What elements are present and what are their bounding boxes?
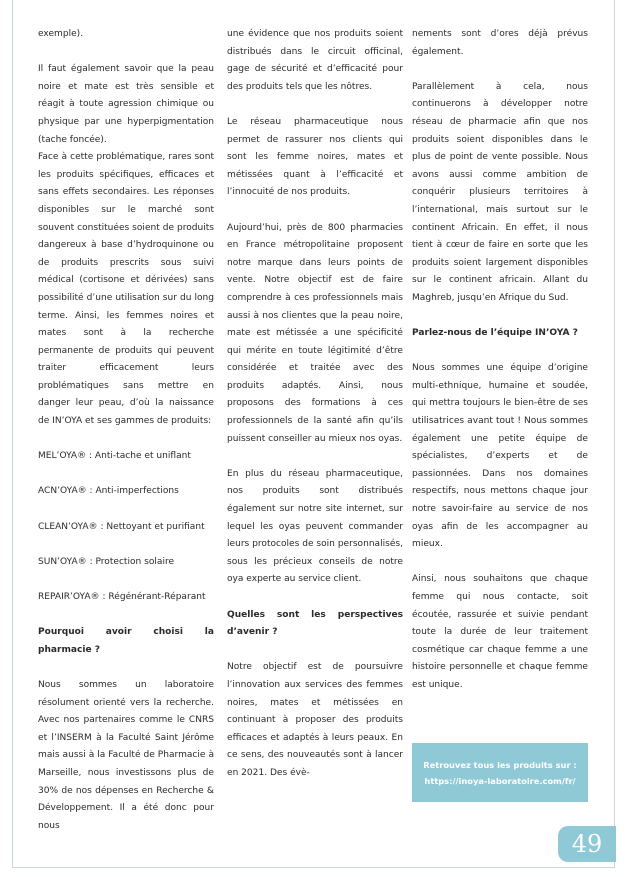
column-2 (227, 26, 403, 783)
paragraph: Face à cette problématique, rares sont les produits spécifiques, efficaces et sans effets secondaires. Les réponses disponibles sur le marché sont souvent constituées soient de produits dangereux à base d’hydroquinone ou de produits prescrits sous suivi médical (cortisone et dérivées) sans possibilité d’une utilisation sur du long terme. Ainsi, les femmes noires et mates sont à la recherche permanente de produits qui peuvent traiter efficacement leurs problématiques sans mettre en danger leur peau, d’où la naissance de IN’OYA et ses gammes de produits: (38, 152, 214, 427)
paragraph: En plus du réseau pharmaceutique, nos produits sont distribués également sur notre site internet, sur lequel les oyas peuvent commander leurs protocoles de soin personnalisés, sous les précieux conseils de notre oya experte au service client. (227, 468, 403, 585)
product-item: SUN’OYA® : Protection solaire (38, 556, 175, 567)
question-heading: Pourquoi avoir choisi la pharmacie ? (38, 627, 214, 655)
paragraph: Nous sommes une équipe d’origine multi-ethnique, humaine et soudée, qui mettra toujours le bien-être de ses utilisatrices avant tout ! Nous sommes également une petite équipe de spécialistes, d’experts et de passionnées. Dans nos domaines respectifs, nous mettons chaque jour notre savoir-faire au service de nos oyas afin de les accompagner au mieux. (412, 363, 588, 550)
product-item: MEL’OYA® : Anti-tache et uniflant (38, 451, 191, 462)
paragraph: nements sont d’ores déjà prévus également. (412, 29, 588, 57)
product-item: ACN’OYA® : Anti-imperfections (38, 486, 179, 497)
question-heading: Quelles sont les perspectives d’avenir ? (227, 609, 403, 638)
paragraph: exemple). (38, 29, 84, 39)
product-item: REPAIR’OYA® : Régénérant-Réparant (38, 592, 206, 602)
paragraph: une évidence que nos produits soient distribués dans le circuit officinal, gage de sécurité et d’efficacité pour des produits tels que les nôtres. (227, 29, 403, 92)
column-1 (38, 26, 214, 835)
paragraph: Notre objectif est de poursuivre l’innovation aux services des femmes noires, mates et métissées en continuant à proposer des produits efficaces et adaptés à leurs peaux. En ce sens, des nouveautés sont à lancer en 2021. Des évè- (227, 662, 403, 778)
paragraph: Il faut également savoir que la peau noire et mate est très sensible et réagit à toute agression chimique ou physique par une hyperpigmentation (tache foncée). (38, 64, 214, 145)
question-heading: Parlez-nous de l’équipe IN’OYA ? (412, 328, 578, 339)
paragraph: Parallèlement à cela, nous continuerons à développer notre réseau de pharmacie afin que nos produits soient disponibles dans le plus de point de vente possible. Nous avons aussi comme ambition de conquérir plusieurs territoires à l’international, mais surtout sur le continent Africain. En effet, il nous tient à cœur de faire en sorte que les produits soient largement disponibles sur le continent africain. Allant du Maghreb, jusqu’en Afrique du Sud. (412, 81, 588, 303)
page-number: 49 (558, 826, 616, 862)
callout-text: Retrouvez tous les produits sur : (423, 759, 577, 770)
website-link[interactable]: https://inoya-laboratoire.com/fr/ (424, 775, 576, 786)
product-item: CLEAN’OYA® : Nettoyant et purifiant (38, 521, 205, 532)
paragraph: Ainsi, nous souhaitons que chaque femme qui nous contacte, soit écoutée, rassurée et suivie pendant toute la durée de leur traitement cosmétique car chaque femme a une histoire personnelle et chaque femme est unique. (412, 574, 588, 690)
column-3 (412, 26, 588, 695)
products-callout (412, 743, 588, 802)
paragraph: Aujourd’hui, près de 800 pharmacies en France métropolitaine proposent notre marque dans leurs points de vente. Notre objectif est de faire comprendre à ces professionnels mais aussi à nos clientes que la peau noire, mate est métissée a une spécificité qui mérite en toute légitimité d’être considérée et traitée avec des produits adaptés. Ainsi, nous proposons des formations à ces professionnels de la santé afin qu’ils puissent conseiller au mieux nos oyas. (227, 222, 403, 444)
paragraph: Le réseau pharmaceutique nous permet de rassurer nos clients qui sont les femme noires, mates et métissées quant à l’efficacité et l’innocuité de nos produits. (227, 116, 403, 198)
paragraph: Nous sommes un laboratoire résolument orienté vers la recherche. Avec nos partenaires comme le CNRS et l’INSERM à la Faculté Saint Jérôme mais aussi à la Faculté de Pharmacie à Marseille, nous investissons plus de 30% de nos dépenses en Recherche & Développement. Il a été donc pour nous (38, 679, 214, 831)
